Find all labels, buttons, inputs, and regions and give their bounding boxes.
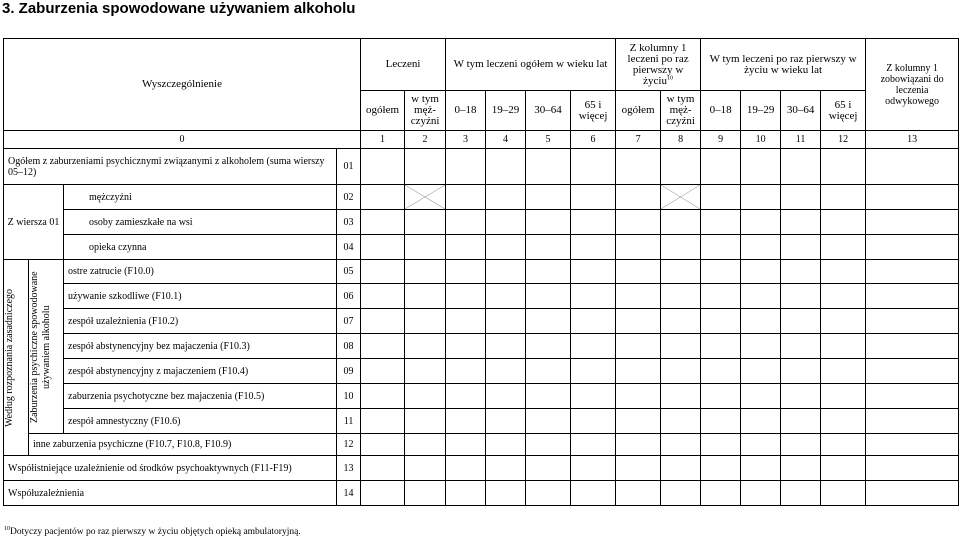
data-cell[interactable]: [361, 384, 405, 409]
data-cell[interactable]: [741, 481, 781, 506]
data-cell[interactable]: [821, 334, 866, 359]
data-cell[interactable]: [616, 309, 661, 334]
z-wiersza-label: Z wiersza 01: [4, 185, 64, 260]
data-cell[interactable]: [781, 409, 821, 434]
colnum-11: 11: [781, 131, 821, 149]
row-11-label: zespół amnestyczny (F10.6): [64, 409, 337, 434]
data-cell[interactable]: [701, 309, 741, 334]
row-01-label: Ogółem z zaburzeniami psychicznymi związanymi z alkoholem (suma wierszy 05‒12): [4, 149, 337, 185]
data-cell[interactable]: [866, 359, 959, 384]
colnum-3: 3: [446, 131, 486, 149]
data-cell[interactable]: [571, 334, 616, 359]
row-02-label: mężczyźni: [64, 185, 337, 210]
data-cell[interactable]: [446, 260, 486, 284]
data-cell[interactable]: [446, 384, 486, 409]
data-cell[interactable]: [616, 235, 661, 260]
crossed-cell: [661, 185, 701, 210]
data-cell[interactable]: [781, 359, 821, 384]
colnum-6: 6: [571, 131, 616, 149]
row-09-number: 09: [337, 359, 361, 384]
vertical-label-outer-cell: [4, 260, 29, 456]
data-cell[interactable]: [866, 434, 959, 456]
data-cell[interactable]: [526, 210, 571, 235]
data-cell[interactable]: [661, 235, 701, 260]
data-cell[interactable]: [741, 235, 781, 260]
data-cell[interactable]: [661, 334, 701, 359]
cross-mark: [405, 185, 445, 209]
data-cell[interactable]: [781, 456, 821, 481]
data-cell[interactable]: [571, 284, 616, 309]
data-cell[interactable]: [616, 149, 661, 185]
header-leczeni: Leczeni: [361, 39, 446, 91]
data-cell[interactable]: [361, 210, 405, 235]
data-cell[interactable]: [526, 384, 571, 409]
data-cell[interactable]: [616, 409, 661, 434]
data-cell[interactable]: [701, 409, 741, 434]
data-cell[interactable]: [526, 409, 571, 434]
data-cell[interactable]: [446, 481, 486, 506]
data-cell[interactable]: [866, 456, 959, 481]
data-cell[interactable]: [486, 384, 526, 409]
data-cell[interactable]: [571, 409, 616, 434]
data-cell[interactable]: [405, 409, 446, 434]
data-cell[interactable]: [781, 434, 821, 456]
row-07-label: zespół uzależnienia (F10.2): [64, 309, 337, 334]
row-14-number: 14: [337, 481, 361, 506]
data-cell[interactable]: [405, 334, 446, 359]
row-05-number: 05: [337, 260, 361, 284]
data-cell[interactable]: [361, 456, 405, 481]
data-cell[interactable]: [526, 149, 571, 185]
data-cell[interactable]: [526, 284, 571, 309]
header-ogolem-2: ogółem: [616, 91, 661, 131]
row-10-number: 10: [337, 384, 361, 409]
data-cell[interactable]: [866, 185, 959, 210]
data-cell[interactable]: [361, 309, 405, 334]
data-cell[interactable]: [526, 481, 571, 506]
data-cell[interactable]: [866, 409, 959, 434]
data-cell[interactable]: [701, 235, 741, 260]
data-cell[interactable]: [486, 235, 526, 260]
data-cell[interactable]: [741, 210, 781, 235]
row-14-label: Współuzależnienia: [4, 481, 337, 506]
data-cell[interactable]: [571, 210, 616, 235]
data-cell[interactable]: [405, 481, 446, 506]
data-cell[interactable]: [361, 235, 405, 260]
row-13-number: 13: [337, 456, 361, 481]
colnum-9: 9: [701, 131, 741, 149]
data-cell[interactable]: [821, 149, 866, 185]
data-cell[interactable]: [405, 284, 446, 309]
footnote-ref: 10: [666, 74, 673, 81]
row-01-number: 01: [337, 149, 361, 185]
data-cell[interactable]: [486, 481, 526, 506]
cross-mark: [661, 185, 700, 209]
data-cell[interactable]: [405, 384, 446, 409]
data-cell[interactable]: [361, 284, 405, 309]
data-cell[interactable]: [616, 334, 661, 359]
data-cell[interactable]: [701, 185, 741, 210]
data-cell[interactable]: [661, 149, 701, 185]
data-cell[interactable]: [866, 235, 959, 260]
footnote-text: Dotyczy pacjentów po raz pierwszy w życiu objętych opieką ambulatoryjną.: [10, 527, 301, 537]
data-cell[interactable]: [526, 309, 571, 334]
data-cell[interactable]: [486, 284, 526, 309]
data-cell[interactable]: [405, 434, 446, 456]
data-cell[interactable]: [446, 359, 486, 384]
row-08-label: zespół abstynencyjny bez majaczenia (F10.3): [64, 334, 337, 359]
data-cell[interactable]: [741, 409, 781, 434]
data-cell[interactable]: [701, 481, 741, 506]
data-cell[interactable]: [361, 481, 405, 506]
data-cell[interactable]: [866, 384, 959, 409]
data-cell[interactable]: [741, 384, 781, 409]
data-cell[interactable]: [571, 384, 616, 409]
data-cell[interactable]: [741, 260, 781, 284]
row-09-label: zespół abstynencyjny z majaczeniem (F10.4): [64, 359, 337, 384]
data-cell[interactable]: [486, 409, 526, 434]
data-cell[interactable]: [486, 149, 526, 185]
data-cell[interactable]: [781, 334, 821, 359]
data-cell[interactable]: [821, 481, 866, 506]
colnum-4: 4: [486, 131, 526, 149]
data-cell[interactable]: [741, 309, 781, 334]
data-cell[interactable]: [821, 309, 866, 334]
data-cell[interactable]: [571, 481, 616, 506]
data-cell[interactable]: [616, 481, 661, 506]
data-cell[interactable]: [701, 359, 741, 384]
vertical-label-inner: Zaburzenia psychiczne spowodowane używaniem alkoholu: [29, 270, 52, 423]
data-cell[interactable]: [446, 334, 486, 359]
row-02-number: 02: [337, 185, 361, 210]
data-cell[interactable]: [571, 456, 616, 481]
data-cell[interactable]: [616, 434, 661, 456]
report-table: [3, 38, 959, 506]
data-cell[interactable]: [571, 185, 616, 210]
data-cell[interactable]: [486, 185, 526, 210]
data-cell[interactable]: [446, 185, 486, 210]
header-odwykowe: Z kolumny 1 zobowiązani do leczenia odwykowego: [866, 39, 959, 131]
header-wyszczegolnienie: Wyszczególnienie: [4, 39, 361, 131]
data-cell[interactable]: [866, 149, 959, 185]
data-cell[interactable]: [701, 384, 741, 409]
row-11-number: 11: [337, 409, 361, 434]
data-cell[interactable]: [866, 210, 959, 235]
data-cell[interactable]: [405, 235, 446, 260]
data-cell[interactable]: [446, 409, 486, 434]
colnum-7: 7: [616, 131, 661, 149]
data-cell[interactable]: [866, 260, 959, 284]
data-cell[interactable]: [821, 456, 866, 481]
data-cell[interactable]: [361, 434, 405, 456]
data-cell[interactable]: [526, 185, 571, 210]
header-age2-30-64: 30‒64: [781, 91, 821, 131]
data-cell[interactable]: [526, 235, 571, 260]
data-cell[interactable]: [781, 210, 821, 235]
data-cell[interactable]: [821, 235, 866, 260]
data-cell[interactable]: [781, 260, 821, 284]
footnote: [4, 526, 301, 538]
row-06-label: używanie szkodliwe (F10.1): [64, 284, 337, 309]
data-cell[interactable]: [486, 260, 526, 284]
header-mezczyzni-2: w tym męż-czyźni: [661, 91, 701, 131]
data-cell[interactable]: [661, 309, 701, 334]
data-cell[interactable]: [405, 456, 446, 481]
row-13-label: Współistniejące uzależnienie od środków psychoaktywnych (F11-F19): [4, 456, 337, 481]
data-cell[interactable]: [781, 309, 821, 334]
data-cell[interactable]: [486, 434, 526, 456]
data-cell[interactable]: [701, 456, 741, 481]
data-cell[interactable]: [781, 284, 821, 309]
data-cell[interactable]: [486, 309, 526, 334]
data-cell[interactable]: [526, 359, 571, 384]
row-12-number: 12: [337, 434, 361, 456]
data-cell[interactable]: [701, 210, 741, 235]
data-cell[interactable]: [405, 149, 446, 185]
data-cell[interactable]: [571, 309, 616, 334]
data-cell[interactable]: [571, 235, 616, 260]
data-cell[interactable]: [526, 434, 571, 456]
data-cell[interactable]: [616, 185, 661, 210]
data-cell[interactable]: [446, 434, 486, 456]
header-ogolem: ogółem: [361, 91, 405, 131]
data-cell[interactable]: [616, 456, 661, 481]
data-cell[interactable]: [701, 284, 741, 309]
data-cell[interactable]: [661, 260, 701, 284]
footnote-marker: 10: [4, 525, 10, 532]
data-cell[interactable]: [661, 409, 701, 434]
data-cell[interactable]: [821, 284, 866, 309]
row-12-label: inne zaburzenia psychiczne (F10.7, F10.8, F10.9): [29, 434, 337, 456]
row-06-number: 06: [337, 284, 361, 309]
data-cell[interactable]: [486, 359, 526, 384]
data-cell[interactable]: [571, 359, 616, 384]
data-cell[interactable]: [821, 359, 866, 384]
data-cell[interactable]: [571, 149, 616, 185]
data-cell[interactable]: [821, 409, 866, 434]
header-mezczyzni: w tym męż-czyźni: [405, 91, 446, 131]
data-cell[interactable]: [781, 384, 821, 409]
colnum-8: 8: [661, 131, 701, 149]
data-cell[interactable]: [446, 456, 486, 481]
header-age-30-64: 30‒64: [526, 91, 571, 131]
data-cell[interactable]: [821, 185, 866, 210]
data-cell[interactable]: [446, 309, 486, 334]
header-age-65: 65 i więcej: [571, 91, 616, 131]
data-cell[interactable]: [361, 260, 405, 284]
header-age2-19-29: 19‒29: [741, 91, 781, 131]
data-cell[interactable]: [616, 359, 661, 384]
data-cell[interactable]: [701, 334, 741, 359]
data-cell[interactable]: [361, 149, 405, 185]
data-cell[interactable]: [701, 434, 741, 456]
data-cell[interactable]: [821, 260, 866, 284]
data-cell[interactable]: [405, 260, 446, 284]
data-cell[interactable]: [616, 260, 661, 284]
header-age-0-18: 0‒18: [446, 91, 486, 131]
header-wiek-pierwszy: W tym leczeni po raz pierwszy w życiu w wieku lat: [701, 39, 866, 91]
data-cell[interactable]: [486, 456, 526, 481]
data-cell[interactable]: [741, 334, 781, 359]
data-cell[interactable]: [866, 481, 959, 506]
row-03-number: 03: [337, 210, 361, 235]
data-cell[interactable]: [866, 334, 959, 359]
data-cell[interactable]: [661, 456, 701, 481]
data-cell[interactable]: [701, 260, 741, 284]
data-cell[interactable]: [661, 359, 701, 384]
row-04-label: opieka czynna: [64, 235, 337, 260]
data-cell[interactable]: [701, 149, 741, 185]
row-05-label: ostre zatrucie (F10.0): [64, 260, 337, 284]
data-cell[interactable]: [741, 434, 781, 456]
crossed-cell: [405, 185, 446, 210]
data-cell[interactable]: [661, 384, 701, 409]
data-cell[interactable]: [741, 149, 781, 185]
header-pierwszy-raz-text: Z kolumny 1 leczeni po raz pierwszy w życiu: [627, 41, 689, 87]
data-cell[interactable]: [781, 149, 821, 185]
data-cell[interactable]: [821, 384, 866, 409]
data-cell[interactable]: [446, 149, 486, 185]
data-cell[interactable]: [526, 260, 571, 284]
data-cell[interactable]: [571, 434, 616, 456]
data-cell[interactable]: [446, 210, 486, 235]
data-cell[interactable]: [405, 210, 446, 235]
data-cell[interactable]: [526, 334, 571, 359]
header-age2-65: 65 i więcej: [821, 91, 866, 131]
header-pierwszy-raz: [616, 39, 701, 91]
data-cell[interactable]: [571, 260, 616, 284]
colnum-5: 5: [526, 131, 571, 149]
data-cell[interactable]: [866, 309, 959, 334]
data-cell[interactable]: [661, 210, 701, 235]
data-cell[interactable]: [661, 481, 701, 506]
data-cell[interactable]: [781, 481, 821, 506]
data-cell[interactable]: [661, 434, 701, 456]
page-title: 3. Zaburzenia spowodowane używaniem alkoholu: [2, 0, 356, 17]
data-cell[interactable]: [821, 210, 866, 235]
colnum-0: 0: [4, 131, 361, 149]
colnum-12: 12: [821, 131, 866, 149]
data-cell[interactable]: [781, 185, 821, 210]
data-cell[interactable]: [821, 434, 866, 456]
data-cell[interactable]: [361, 409, 405, 434]
data-cell[interactable]: [361, 359, 405, 384]
data-cell[interactable]: [741, 284, 781, 309]
data-cell[interactable]: [446, 235, 486, 260]
row-03-label: osoby zamieszkałe na wsi: [64, 210, 337, 235]
vertical-label-outer: Według rozpoznania zasadniczego: [4, 288, 15, 427]
data-cell[interactable]: [486, 334, 526, 359]
data-cell[interactable]: [446, 284, 486, 309]
data-cell[interactable]: [616, 284, 661, 309]
header-age2-0-18: 0‒18: [701, 91, 741, 131]
data-cell[interactable]: [661, 284, 701, 309]
colnum-10: 10: [741, 131, 781, 149]
colnum-2: 2: [405, 131, 446, 149]
row-08-number: 08: [337, 334, 361, 359]
data-cell[interactable]: [526, 456, 571, 481]
data-cell[interactable]: [616, 210, 661, 235]
data-cell[interactable]: [866, 284, 959, 309]
data-cell[interactable]: [741, 456, 781, 481]
row-10-label: zaburzenia psychotyczne bez majaczenia (F10.5): [64, 384, 337, 409]
data-cell[interactable]: [741, 185, 781, 210]
header-wiek-leczeni: W tym leczeni ogółem w wieku lat: [446, 39, 616, 91]
data-cell[interactable]: [781, 235, 821, 260]
colnum-13: 13: [866, 131, 959, 149]
data-cell[interactable]: [405, 359, 446, 384]
data-cell[interactable]: [361, 334, 405, 359]
row-04-number: 04: [337, 235, 361, 260]
data-cell[interactable]: [486, 210, 526, 235]
data-cell[interactable]: [741, 359, 781, 384]
vertical-label-inner-cell: [29, 260, 64, 434]
data-cell[interactable]: [405, 309, 446, 334]
data-cell[interactable]: [361, 185, 405, 210]
colnum-1: 1: [361, 131, 405, 149]
row-07-number: 07: [337, 309, 361, 334]
header-age-19-29: 19‒29: [486, 91, 526, 131]
data-cell[interactable]: [616, 384, 661, 409]
